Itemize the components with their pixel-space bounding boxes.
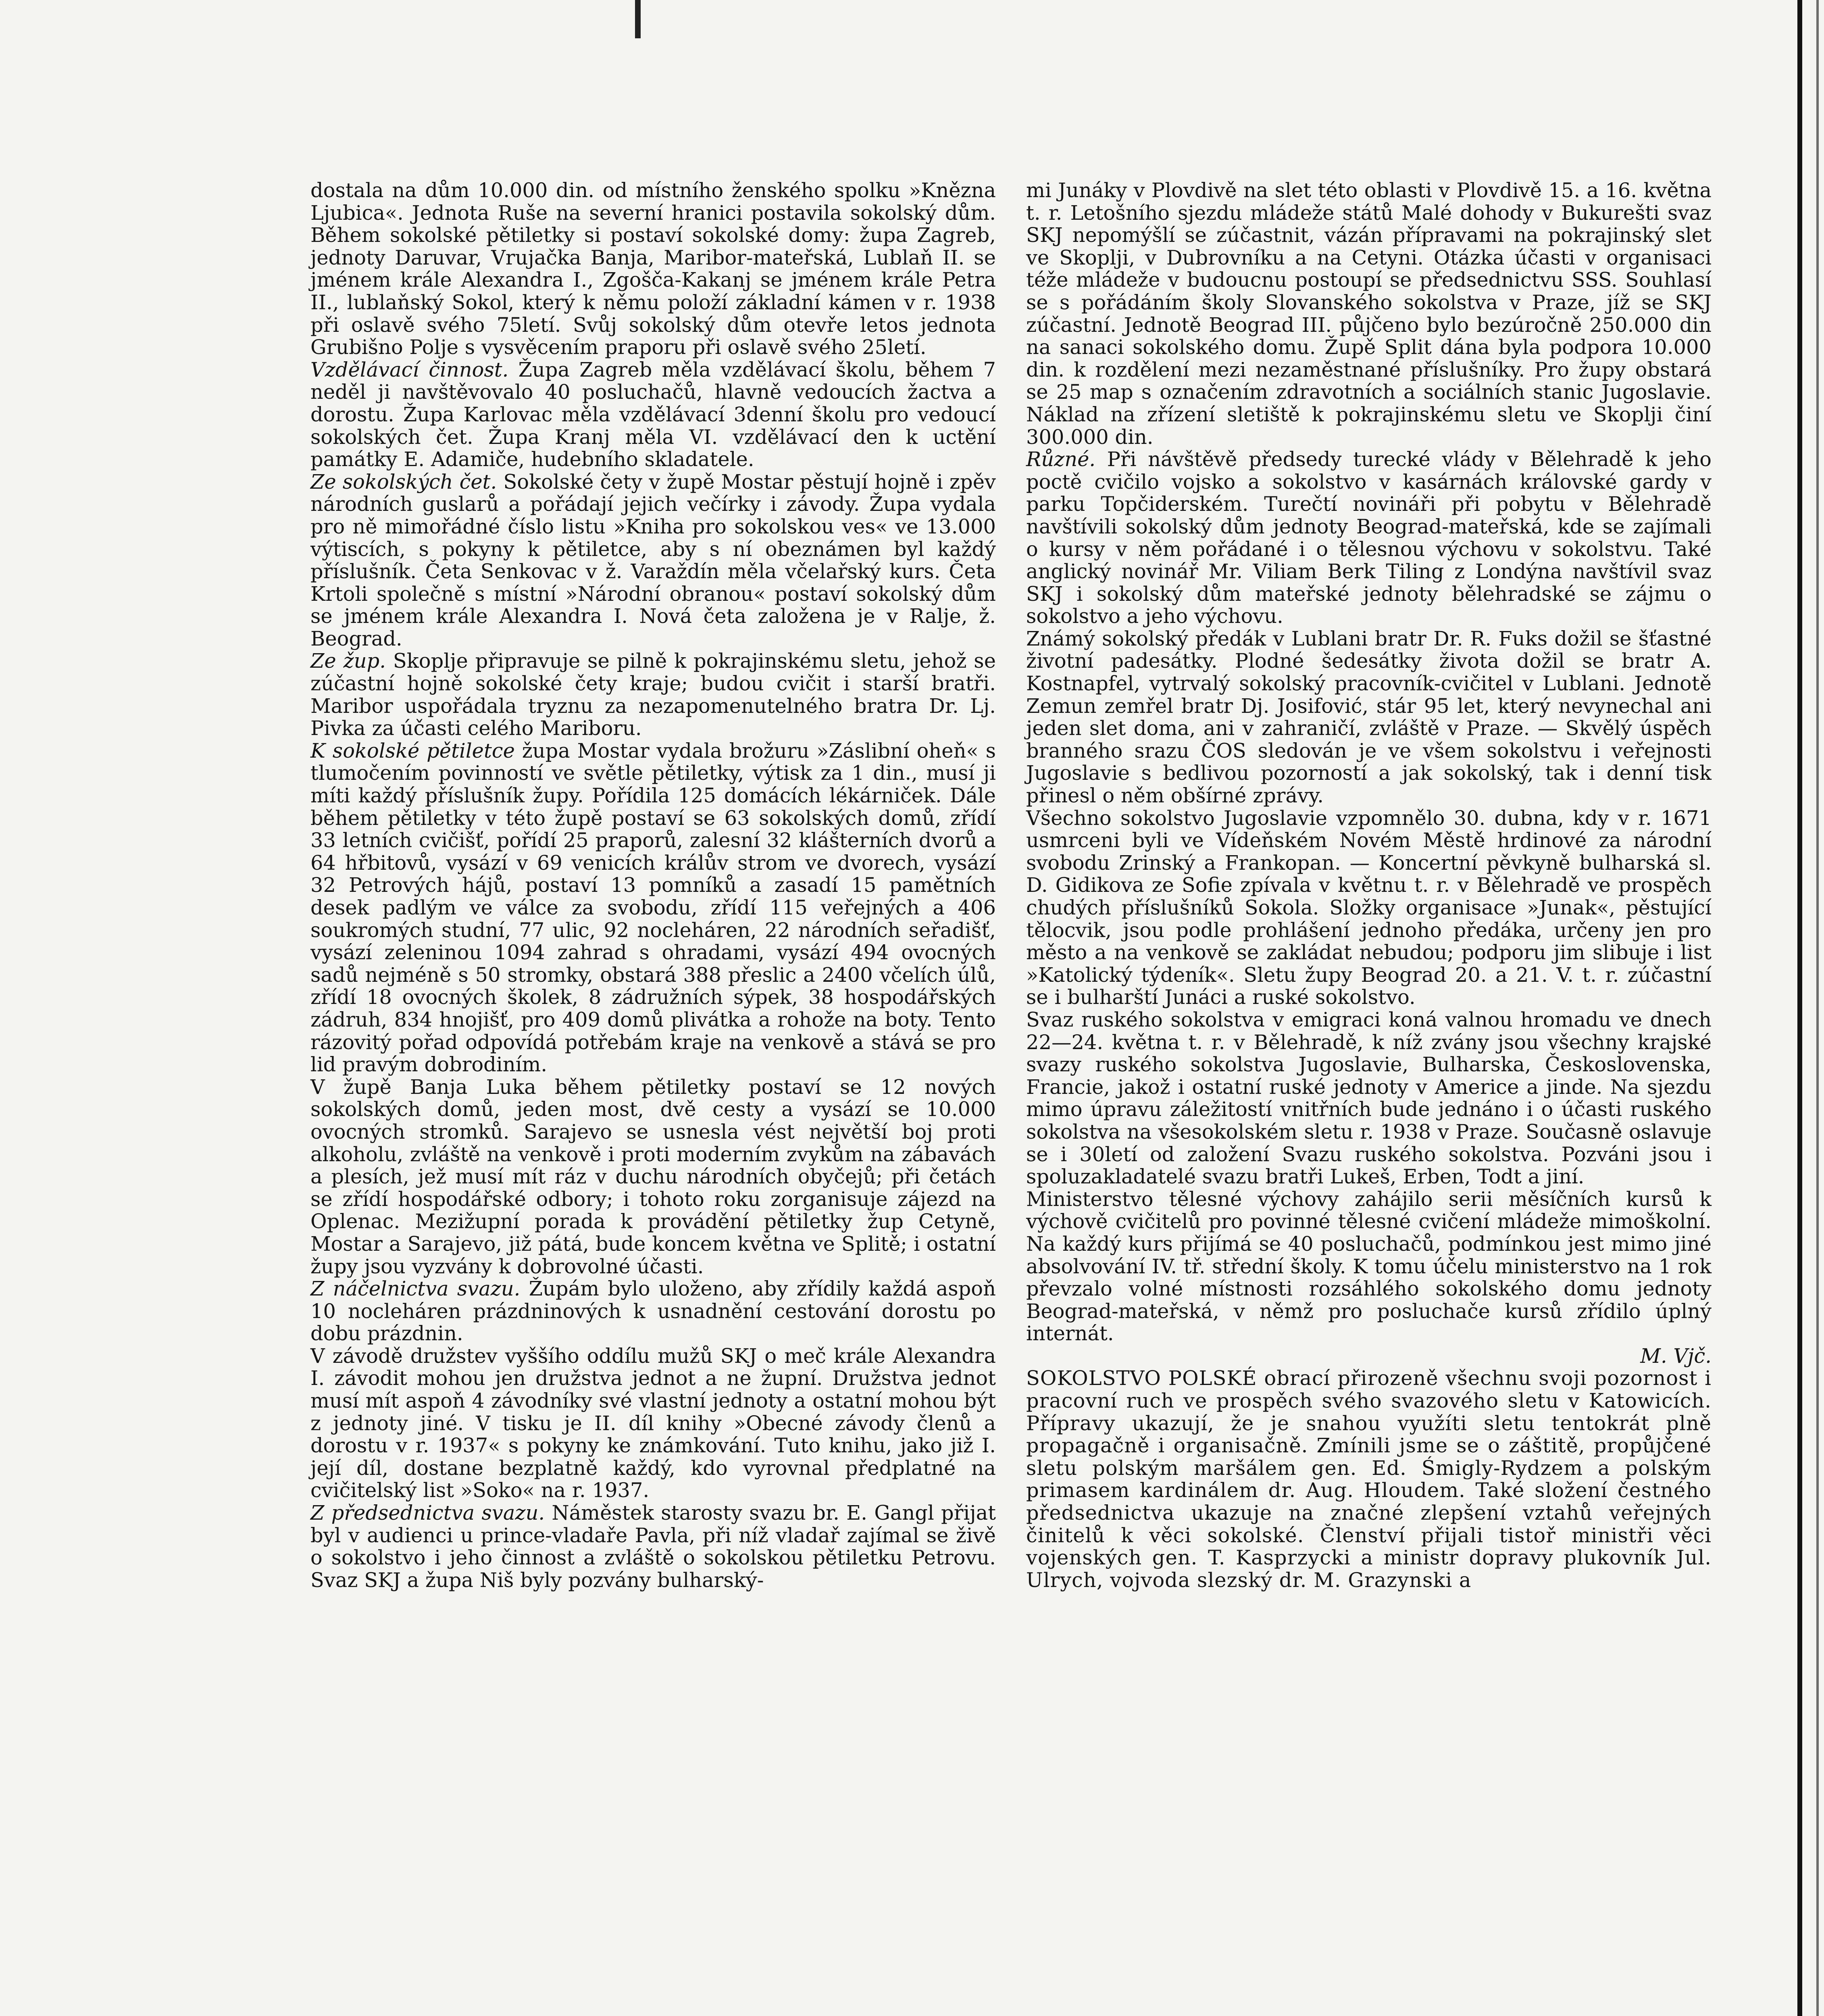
paragraph (1026, 807, 1712, 1009)
paragraph-text: Všechno sokolstvo Jugoslavie vzpomnělo 30. dubna, kdy v r. 1671 usmrceni byli ve Vídeňském Novém Městě hrdinové za národní svobodu Zrinský a Frankopan. — Koncertní pěvkyně bulharská sl. D. Gidikova ze Sofie zpívala v květnu t. r. v Bělehradě ve prospěch chudých příslušníků Sokola. Složky organisace »Junak«, pěstující tělocvik, jsou podle prohlášení jednoho předáka, určeny jen pro město a na venkově se zakládat nebudou; podporu jim slibuje i list »Katolický týdeník«. Sletu župy Beograd 20. a 21. V. t. r. zúčastní se i bulharští Junáci a ruské sokolstvo. (1026, 806, 1712, 1009)
section-heading: Ze žup. (310, 649, 386, 673)
paragraph (310, 471, 996, 650)
paragraph-text: Náměstek starosty svazu br. E. Gangl přijat byl v audienci u prince-vladaře Pavla, při níž vladař zajímal se živě o sokolstvo i jeho činnost a zvláště o sokolskou pětiletku Petrovu. Svaz SKJ a župa Niš byly pozvány bulharský- (310, 1501, 996, 1592)
paragraph (310, 359, 996, 471)
paragraph (310, 650, 996, 739)
paragraph (310, 1278, 996, 1345)
paragraph-text: Župa Zagreb měla vzdělávací školu, během 7 neděl ji navštěvovalo 40 posluchačů, hlavně vedoucích žactva a dorostu. Župa Karlovac měla vzdělávací 3denní školu pro vedoucí sokolských čet. Župa Kranj měla VI. vzdělávací den k uctění památky E. Adamiče, hudebního skladatele. (310, 358, 996, 471)
scan-artifact (635, 0, 641, 38)
scan-edge-line (1797, 0, 1802, 2016)
paragraph-text: župa Mostar vydala brožuru »Záslibní oheň« s tlumočením povinností ve světle pětiletky, výtisk za 1 din., musí ji míti každý příslušník župy. Pořídila 125 domácích lékárniček. Dále během pětiletky v této župě postaví se 63 sokolských domů, zřídí 33 letních cvičišť, pořídí 25 praporů, zalesní 32 klášterních dvorů a 64 hřbitovů, vysází v 69 venicích králův strom ve dvorech, vysází 32 Petrových hájů, postaví 13 pomníků a zasadí 15 pamětních desek padlým ve válce za svobodu, zřídí 115 veřejných a 406 soukromých studní, 77 ulic, 92 nocleháren, 22 národních seřadišť, vysází zeleninou 1094 zahrad s ohradami, vysází 494 ovocných sadů nejméně s 50 stromky, obstará 388 přeslic a 2400 včelích úlů, zřídí 18 ovocných školek, 8 zádružních sýpek, 38 hospodářských zádruh, 834 hnojišť, pro 409 domů plivátka a rohože na boty. Tento rázovitý pořad odpovídá potřebám kraje na venkově a stává se pro lid pravým dobrodiním. (310, 739, 996, 1077)
section-heading: Z předsednictva svazu. (310, 1501, 545, 1525)
paragraph (1026, 1188, 1712, 1345)
paragraph-text: SOKOLSTVO POLSKÉ obrací přirozeně všechnu svoji pozornost i pracovní ruch ve prospěch svého svazového sletu v Katowicích. Přípravy ukazují, že je snahou využíti sletu tentokrát plně propagačně i organisačně. Zmínili jsme se o záštitě, propůjčené sletu polským maršálem gen. Ed. Śmigly-Rydzem a polským primasem kardinálem dr. Aug. Hloudem. Také složení čestného předsednictva ukazuje na značné zlepšení vztahů veřejných činitelů k věci sokolské. Členství přijali tistoř ministři věci vojenských gen. T. Kasprzycki a ministr dopravy plukovník Jul. Ulrych, vojvoda slezský dr. M. Grazynski a (1026, 1366, 1712, 1592)
scan-edge-line (1816, 0, 1819, 2016)
paragraph-text: Sokolské čety v župě Mostar pěstují hojně i zpěv národních guslarů a pořádají jejich večírky i závody. Župa vydala pro ně mimořádné číslo listu »Kniha pro sokolskou ves« ve 13.000 výtiscích, s pokyny k pětiletce, aby s ní obeznámen byl každý příslušník. Četa Senkovac v ž. Varaždín měla včelařský kurs. Četa Krtoli společně s místní »Národní obranou« postaví sokolský dům se jménem krále Alexandra I. Nová četa založena je v Ralje, ž. Beograd. (310, 470, 996, 650)
section-heading: Ze sokolských čet. (310, 470, 497, 494)
paragraph-text: Svaz ruského sokolstva v emigraci koná valnou hromadu ve dnech 22—24. května t. r. v Bělehradě, k níž zvány jsou všechny krajské svazy ruského sokolstva Jugoslavie, Bulharska, Československa, Francie, jakož i ostatní ruské jednoty v Americe a jinde. Na sjezdu mimo úpravu záležitostí vnitřních bude jednáno i o účasti ruského sokolstva na všesokolském sletu r. 1938 v Praze. Současně oslavuje se i 30letí od založení Svazu ruského sokolstva. Pozváni jsou i spoluzakladatelé svazu bratři Lukeš, Erben, Todt a jiní. (1026, 1008, 1712, 1189)
paragraph (310, 1345, 996, 1502)
paragraph (310, 740, 996, 1076)
paragraph-text: dostala na dům 10.000 din. od místního ženského spolku »Knězna Ljubica«. Jednota Ruše na severní hranici postavila sokolský dům. Během sokolské pětiletky si postaví sokolské domy: župa Zagreb, jednoty Daruvar, Vrujačka Banja, Maribor-mateřská, Lublaň II. se jménem krále Alexandra I., Zgošča-Kakanj se jménem krále Petra II., lublaňský Sokol, který k němu položí základní kámen v r. 1938 při oslavě svého 75letí. Svůj sokolský dům otevře letos jednota Grubišno Polje s vysvěcením praporu při oslavě svého 25letí. (310, 179, 996, 359)
paragraph (310, 1076, 996, 1278)
section-heading: K sokolské pětiletce (310, 739, 515, 762)
paragraph (1026, 1367, 1712, 1591)
right-column (1026, 179, 1712, 1591)
section-heading: Různé. (1026, 448, 1096, 471)
paragraph-text: mi Junáky v Plovdivě na slet této oblasti v Plovdivě 15. a 16. května t. r. Letošního sjezdu mládeže států Malé dohody v Bukurešti svaz SKJ nepomýšlí se zúčastnit, vázán přípravami na pokrajinský slet ve Skoplji, v Dubrovníku a na Cetyni. Otázka účasti v organisaci téže mládeže v budoucnu postoupí se předsednictvu SSS. Souhlasí se s pořádáním školy Slovanského sokolstva v Praze, jíž se SKJ zúčastní. Jednotě Beograd III. půjčeno bylo bezúročně 250.000 din na sanaci sokolského domu. Župě Split dána byla podpora 10.000 din. k rozdělení mezi nezaměstnané příslušníky. Pro župy obstará se 25 map s označením zdravotních a sociálních stanic Jugoslavie. Náklad na zřízení sletiště k pokrajinskému sletu ve Skoplji činí 300.000 din. (1026, 179, 1712, 449)
left-column (310, 179, 996, 1591)
author-signature: M. Vjč. (1640, 1344, 1712, 1368)
paragraph (1026, 628, 1712, 807)
paragraph-text: Ministerstvo tělesné výchovy zahájilo serii měsíčních kursů k výchově cvičitelů pro povinné tělesné cvičení mládeže mimoškolní. Na každý kurs přijímá se 40 posluchačů, podmínkou jest mimo jiné absolvování IV. tř. střední školy. K tomu účelu ministerstvo na 1 rok převzalo volné místnosti rozsáhlého sokolského domu jednoty Beograd-mateřská, v němž pro posluchače kursů zřídilo úplný internát. (1026, 1187, 1712, 1345)
paragraph (1026, 448, 1712, 628)
paragraph-text: Župám bylo uloženo, aby zřídily každá aspoň 10 nocleháren prázdninových k usnadnění cestování dorostu po dobu prázdnin. (310, 1277, 996, 1345)
paragraph (310, 179, 996, 359)
paragraph-text: Skoplje připravuje se pilně k pokrajinskému sletu, jehož se zúčastní hojně sokolské čety kraje; budou cvičit i starší bratři. Maribor uspořádala tryznu za nezapomenutelného bratra Dr. Lj. Pivka za účasti celého Mariboru. (310, 649, 996, 740)
paragraph (310, 1502, 996, 1591)
paragraph (1026, 1009, 1712, 1188)
section-heading: Z náčelnictva svazu. (310, 1277, 521, 1301)
paragraph-text: V župě Banja Luka během pětiletky postaví se 12 nových sokolských domů, jeden most, dvě cesty a vysází se 10.000 ovocných stromků. Sarajevo se usnesla vést největší boj proti alkoholu, zvláště na venkově i proti moderním zvykům na zábavách a plesích, jež musí mít ráz v duchu národních obyčejů; při četách se zřídí hospodářské odbory; i tohoto roku zorganisuje zájezd na Oplenac. Mezižupní porada k provádění pětiletky žup Cetyně, Mostar a Sarajevo, již pátá, bude koncem května ve Splitě; i ostatní župy jsou vyzvány k dobrovolné účasti. (310, 1075, 996, 1278)
paragraph-text: Známý sokolský předák v Lublani bratr Dr. R. Fuks dožil se šťastné životní padesátky. Plodné šedesátky života dožil se bratr A. Kostnapfel, vytrvalý sokolský pracovník-cvičitel v Lublani. Jednotě Zemun zemřel bratr Dj. Josifović, stár 95 let, který nevynechal ani jeden slet doma, ani v zahraničí, zvláště v Praze. — Skvělý úspěch branného srazu ČOS sledován je ve všem sokolstvu i veřejnosti Jugoslavie s bedlivou pozorností a jak sokolský, tak i denní tisk přinesl o něm obšírné zprávy. (1026, 627, 1712, 808)
paragraph (1026, 179, 1712, 448)
paragraph-text: Při návštěvě předsedy turecké vlády v Bělehradě k jeho poctě cvičilo vojsko a sokolstvo v kasárnách královské gardy v parku Topčiderském. Turečtí novináři při pobytu v Bělehradě navštívili sokolský dům jednoty Beograd-mateřská, kde se zajímali o kursy v něm pořádané i o tělesnou výchovu v sokolstvu. Také anglický novinář Mr. Viliam Berk Tiling z Londýna navštívil svaz SKJ i sokolský dům mateřské jednoty bělehradské se zájmu o sokolstvo a jeho výchovu. (1026, 448, 1712, 628)
section-heading: Vzdělávací činnost. (310, 358, 509, 381)
paragraph-text: V závodě družstev vyššího oddílu mužů SKJ o meč krále Alexandra I. závodit mohou jen družstva jednot a ne župní. Družstva jednot musí mít aspoň 4 závodníky své vlastní jednoty a ostatní mohou být z jednoty jiné. V tisku je II. díl knihy »Obecné závody členů a dorostu v r. 1937« s pokyny ke známkování. Tuto knihu, jako již I. její díl, dostane bezplatně každý, kdo vyrovnal předplatné na cvičitelský list »Soko« na r. 1937. (310, 1344, 996, 1502)
